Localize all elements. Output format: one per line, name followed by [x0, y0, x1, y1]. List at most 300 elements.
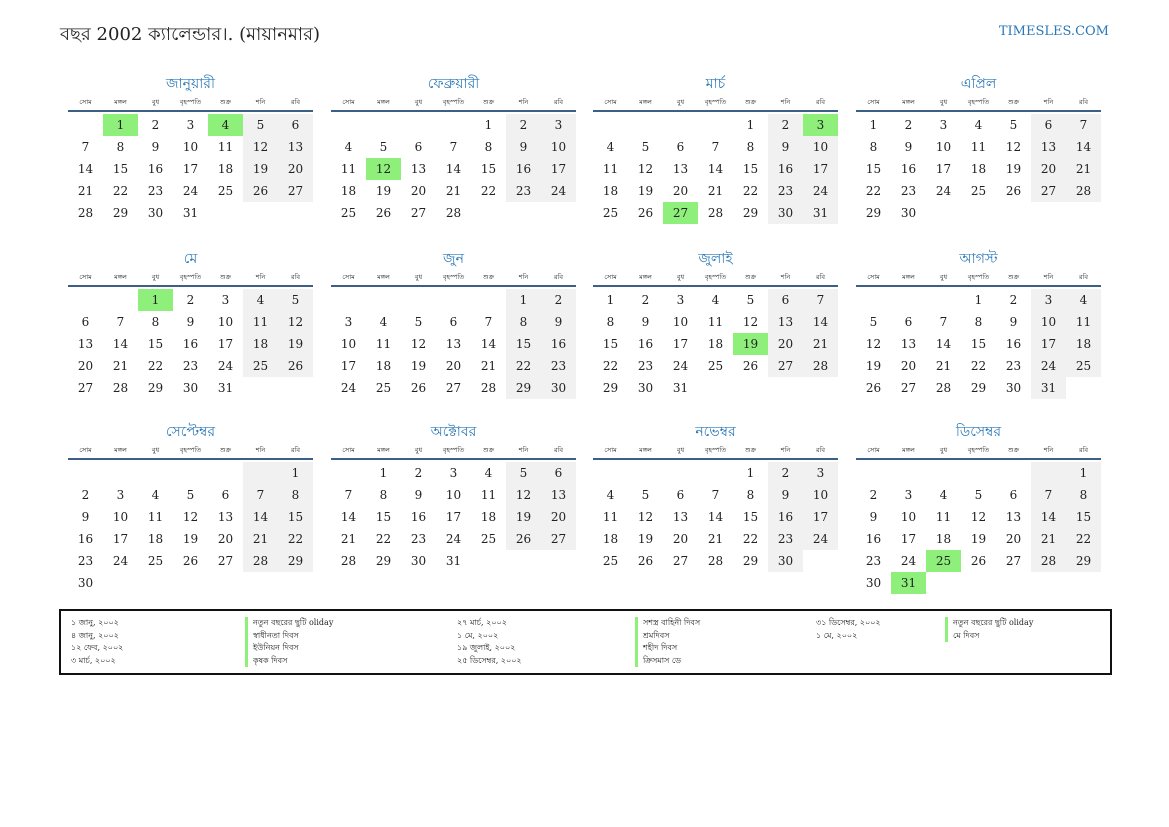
day-cell: 12	[278, 311, 313, 333]
day-cell: 27	[541, 528, 576, 550]
day-cell: 21	[243, 528, 278, 550]
weekday-header: শুক্র	[744, 273, 757, 281]
weekday-header: সোম	[79, 446, 92, 454]
day-cell: 28	[1031, 550, 1066, 572]
day-cell: 24	[803, 180, 838, 202]
day-cell: 19	[637, 184, 654, 198]
day-cell: 31	[803, 202, 838, 224]
day-cell: 11	[602, 162, 619, 176]
day-cell: 30	[768, 550, 803, 572]
day-cell: 19	[410, 359, 427, 373]
weekday-header: মঙ্গল	[114, 273, 127, 281]
day-cell: 7	[939, 315, 948, 329]
holiday-day-cell: 3	[803, 114, 838, 136]
day-cell: 14	[445, 162, 462, 176]
day-cell: 22	[742, 184, 759, 198]
day-cell: 4	[1066, 289, 1101, 311]
holiday-date: ২৭ মার্চ, ২০০২	[457, 618, 507, 627]
weekday-header: বুধ	[151, 446, 160, 454]
holiday-name: নতুন বছরের ছুটি oliday	[245, 617, 333, 630]
day-cell: 15	[375, 510, 392, 524]
day-cell: 2	[151, 118, 160, 132]
day-cell: 26	[637, 554, 654, 568]
day-cell: 1	[278, 462, 313, 484]
day-cell: 6	[414, 140, 423, 154]
header-rule	[593, 458, 838, 460]
weekday-header: রবি	[290, 98, 301, 106]
day-cell: 28	[803, 355, 838, 377]
day-cell: 15	[480, 162, 497, 176]
day-cell: 5	[506, 462, 541, 484]
holiday-name: কৃষক দিবস	[245, 655, 333, 668]
day-cell: 8	[746, 140, 755, 154]
weekday-header: শনি	[518, 98, 529, 106]
empty-day-cell	[593, 114, 628, 136]
day-cell: 23	[900, 184, 917, 198]
day-cell: 2	[541, 289, 576, 311]
day-cell: 27	[445, 381, 462, 395]
day-cell: 23	[77, 554, 94, 568]
day-cell: 17	[340, 359, 357, 373]
day-cell: 10	[803, 136, 838, 158]
day-cell: 21	[77, 184, 94, 198]
site-link[interactable]: TIMESLES.COM	[998, 24, 1109, 39]
day-cell: 7	[711, 140, 720, 154]
empty-day-cell	[436, 289, 471, 311]
day-cell: 17	[672, 337, 689, 351]
day-cell: 16	[900, 162, 917, 176]
day-cell: 25	[602, 206, 619, 220]
day-cell: 20	[278, 158, 313, 180]
weekday-header: সোম	[867, 98, 880, 106]
day-cell: 9	[641, 315, 650, 329]
empty-day-cell	[331, 114, 366, 136]
day-cell: 10	[182, 140, 199, 154]
header-rule	[68, 110, 313, 112]
day-cell: 30	[182, 381, 199, 395]
holiday-name: মে দিবস	[945, 630, 1033, 643]
month-title: জানুয়ারী	[166, 76, 215, 92]
day-cell: 28	[1066, 180, 1101, 202]
day-cell: 26	[865, 381, 882, 395]
day-cell: 7	[344, 488, 353, 502]
weekday-header: শনি	[780, 98, 791, 106]
weekday-header: শনি	[255, 446, 266, 454]
day-cell: 10	[217, 315, 234, 329]
day-cell: 26	[410, 381, 427, 395]
day-cell: 19	[1005, 162, 1022, 176]
day-cell: 4	[711, 293, 720, 307]
day-cell: 11	[935, 510, 952, 524]
day-cell: 26	[375, 206, 392, 220]
day-cell: 21	[935, 359, 952, 373]
day-cell: 30	[410, 554, 427, 568]
day-cell: 22	[970, 359, 987, 373]
day-cell: 4	[606, 140, 615, 154]
day-cell: 18	[707, 337, 724, 351]
day-cell: 31	[182, 206, 199, 220]
day-cell: 14	[707, 162, 724, 176]
day-cell: 19	[637, 532, 654, 546]
empty-day-cell	[926, 462, 961, 484]
day-cell: 15	[112, 162, 129, 176]
day-cell: 25	[340, 206, 357, 220]
day-cell: 2	[904, 118, 913, 132]
day-cell: 9	[904, 140, 913, 154]
day-cell: 8	[484, 140, 493, 154]
holiday-day-cell: 31	[891, 572, 926, 594]
day-cell: 24	[1031, 355, 1066, 377]
day-cell: 10	[900, 510, 917, 524]
weekday-header: মঙ্গল	[377, 446, 390, 454]
empty-day-cell	[103, 462, 138, 484]
day-cell: 13	[217, 510, 234, 524]
empty-day-cell	[856, 462, 891, 484]
day-cell: 8	[606, 315, 615, 329]
weekday-header: শনি	[1043, 98, 1054, 106]
weekday-header: শুক্র	[1007, 446, 1020, 454]
day-cell: 17	[935, 162, 952, 176]
day-cell: 11	[217, 140, 234, 154]
day-cell: 1	[379, 466, 388, 480]
day-cell: 24	[340, 381, 357, 395]
holiday-name: শ্রমদিবস	[635, 630, 700, 643]
day-cell: 3	[803, 462, 838, 484]
day-cell: 9	[186, 315, 195, 329]
holiday-name: নতুন বছরের ছুটি oliday	[945, 617, 1033, 630]
day-cell: 13	[768, 311, 803, 333]
day-cell: 7	[81, 140, 90, 154]
day-cell: 5	[869, 315, 878, 329]
weekday-header: রবি	[1078, 446, 1089, 454]
day-cell: 15	[865, 162, 882, 176]
day-cell: 20	[1031, 158, 1066, 180]
day-cell: 29	[147, 381, 164, 395]
weekday-header: সোম	[79, 98, 92, 106]
day-cell: 6	[676, 140, 685, 154]
weekday-header: বৃহস্পতি	[442, 273, 465, 281]
empty-day-cell	[68, 289, 103, 311]
day-cell: 29	[970, 381, 987, 395]
day-cell: 20	[77, 359, 94, 373]
empty-day-cell	[663, 114, 698, 136]
header-rule	[68, 285, 313, 287]
day-cell: 6	[676, 488, 685, 502]
weekday-header: সোম	[604, 273, 617, 281]
day-cell: 20	[217, 532, 234, 546]
day-cell: 22	[506, 355, 541, 377]
weekday-header: বুধ	[676, 273, 685, 281]
day-cell: 11	[1066, 311, 1101, 333]
holiday-list	[59, 609, 1112, 675]
weekday-header: মঙ্গল	[902, 273, 915, 281]
day-cell: 8	[116, 140, 125, 154]
header-rule	[68, 458, 313, 460]
day-cell: 24	[672, 359, 689, 373]
day-cell: 18	[602, 532, 619, 546]
day-cell: 6	[904, 315, 913, 329]
empty-day-cell	[208, 462, 243, 484]
month-calendar	[856, 421, 1101, 594]
day-cell: 4	[243, 289, 278, 311]
day-cell: 4	[974, 118, 983, 132]
day-cell: 2	[869, 488, 878, 502]
day-cell: 22	[742, 532, 759, 546]
day-cell: 27	[217, 554, 234, 568]
day-cell: 7	[243, 484, 278, 506]
day-cell: 21	[707, 184, 724, 198]
holiday-name: শহীদ দিবস	[635, 642, 700, 655]
day-cell: 1	[484, 118, 493, 132]
day-cell: 8	[974, 315, 983, 329]
weekday-header: বৃহস্পতি	[704, 446, 727, 454]
day-cell: 1	[869, 118, 878, 132]
weekday-header: শুক্র	[219, 273, 232, 281]
day-cell: 18	[970, 162, 987, 176]
day-cell: 12	[970, 510, 987, 524]
day-cell: 10	[112, 510, 129, 524]
day-cell: 14	[77, 162, 94, 176]
empty-day-cell	[68, 114, 103, 136]
day-cell: 13	[672, 510, 689, 524]
day-cell: 1	[746, 466, 755, 480]
empty-day-cell	[68, 462, 103, 484]
weekday-header: রবি	[815, 446, 826, 454]
day-cell: 28	[243, 550, 278, 572]
month-title: এপ্রিল	[960, 76, 997, 92]
day-cell: 16	[410, 510, 427, 524]
weekday-header: বৃহস্পতি	[442, 446, 465, 454]
holiday-names-col-1	[245, 617, 333, 667]
month-days-grid	[68, 95, 313, 224]
day-cell: 27	[278, 180, 313, 202]
holiday-day-cell: 1	[138, 289, 173, 311]
weekday-header: বৃহস্পতি	[179, 446, 202, 454]
day-cell: 17	[1031, 333, 1066, 355]
day-cell: 7	[449, 140, 458, 154]
day-cell: 30	[865, 576, 882, 590]
day-cell: 22	[147, 359, 164, 373]
day-cell: 16	[865, 532, 882, 546]
day-cell: 9	[869, 510, 878, 524]
month-days-grid	[331, 270, 576, 399]
day-cell: 12	[742, 315, 759, 329]
header-rule	[856, 285, 1101, 287]
day-cell: 29	[375, 554, 392, 568]
day-cell: 10	[1031, 311, 1066, 333]
day-cell: 25	[602, 554, 619, 568]
day-cell: 11	[375, 337, 392, 351]
holiday-day-cell: 27	[663, 202, 698, 224]
day-cell: 1	[506, 289, 541, 311]
day-cell: 28	[480, 381, 497, 395]
header-rule	[331, 458, 576, 460]
month-title: ডিসেম্বর	[955, 424, 1002, 440]
day-cell: 3	[676, 293, 685, 307]
weekday-header: সোম	[342, 446, 355, 454]
day-cell: 24	[112, 554, 129, 568]
day-cell: 28	[935, 381, 952, 395]
holiday-day-cell: 25	[926, 550, 961, 572]
day-cell: 21	[340, 532, 357, 546]
month-calendar	[331, 248, 576, 399]
day-cell: 29	[602, 381, 619, 395]
month-title: ফেব্রুয়ারী	[427, 76, 480, 92]
empty-day-cell	[1031, 462, 1066, 484]
day-cell: 18	[1066, 333, 1101, 355]
empty-day-cell	[593, 462, 628, 484]
weekday-header: রবি	[290, 273, 301, 281]
day-cell: 15	[742, 162, 759, 176]
month-calendar	[593, 73, 838, 224]
day-cell: 28	[707, 554, 724, 568]
day-cell: 14	[1031, 506, 1066, 528]
day-cell: 26	[506, 528, 541, 550]
day-cell: 2	[768, 114, 803, 136]
holiday-date: ১ মে, ২০০২	[457, 630, 499, 640]
day-cell: 13	[1031, 136, 1066, 158]
weekday-header: মঙ্গল	[639, 273, 652, 281]
day-cell: 30	[77, 576, 94, 590]
day-cell: 17	[900, 532, 917, 546]
day-cell: 26	[182, 554, 199, 568]
day-cell: 5	[278, 289, 313, 311]
day-cell: 25	[970, 184, 987, 198]
day-cell: 2	[414, 466, 423, 480]
weekday-header: সোম	[342, 98, 355, 106]
day-cell: 23	[865, 554, 882, 568]
empty-day-cell	[366, 114, 401, 136]
month-title: অক্টোবর	[430, 424, 477, 440]
day-cell: 7	[1031, 484, 1066, 506]
day-cell: 3	[541, 114, 576, 136]
day-cell: 25	[217, 184, 234, 198]
holiday-names-col-3	[945, 617, 1033, 642]
day-cell: 12	[243, 136, 278, 158]
holiday-date: ৩১ ডিসেম্বর, ২০০২	[816, 618, 881, 627]
weekday-header: মঙ্গল	[902, 446, 915, 454]
day-cell: 13	[1005, 510, 1022, 524]
day-cell: 27	[77, 381, 94, 395]
page-title: বছর 2002 ক্যালেন্ডার।. (মায়ানমার)	[60, 24, 321, 45]
weekday-header: বৃহস্পতি	[179, 98, 202, 106]
holiday-date: ৪ জানু, ২০০২	[71, 630, 119, 640]
day-cell: 28	[112, 381, 129, 395]
weekday-header: বুধ	[939, 446, 948, 454]
month-title: জুলাই	[698, 251, 733, 267]
weekday-header: শুক্র	[1007, 273, 1020, 281]
day-cell: 12	[506, 484, 541, 506]
day-cell: 20	[445, 359, 462, 373]
day-cell: 4	[379, 315, 388, 329]
weekday-header: সোম	[79, 273, 92, 281]
day-cell: 16	[506, 158, 541, 180]
month-days-grid	[331, 443, 576, 572]
month-days-grid	[593, 95, 838, 224]
weekday-header: বুধ	[151, 273, 160, 281]
weekday-header: সোম	[867, 446, 880, 454]
day-cell: 6	[278, 114, 313, 136]
weekday-header: শনি	[518, 446, 529, 454]
day-cell: 21	[480, 359, 497, 373]
day-cell: 3	[116, 488, 125, 502]
day-cell: 7	[116, 315, 125, 329]
day-cell: 30	[637, 381, 654, 395]
day-cell: 16	[541, 333, 576, 355]
day-cell: 23	[506, 180, 541, 202]
day-cell: 29	[742, 206, 759, 220]
weekday-header: বুধ	[676, 446, 685, 454]
day-cell: 20	[672, 532, 689, 546]
day-cell: 24	[445, 532, 462, 546]
day-cell: 21	[1031, 528, 1066, 550]
day-cell: 10	[935, 140, 952, 154]
weekday-header: মঙ্গল	[639, 98, 652, 106]
day-cell: 5	[243, 114, 278, 136]
day-cell: 26	[970, 554, 987, 568]
weekday-header: বুধ	[151, 98, 160, 106]
weekday-header: রবি	[553, 273, 564, 281]
day-cell: 11	[480, 488, 497, 502]
day-cell: 16	[1005, 337, 1022, 351]
day-cell: 20	[410, 184, 427, 198]
day-cell: 13	[541, 484, 576, 506]
day-cell: 15	[970, 337, 987, 351]
day-cell: 21	[112, 359, 129, 373]
day-cell: 20	[900, 359, 917, 373]
empty-day-cell	[331, 289, 366, 311]
day-cell: 12	[637, 162, 654, 176]
day-cell: 30	[541, 377, 576, 399]
holiday-dates-col-2	[457, 617, 522, 667]
weekday-header: সোম	[604, 446, 617, 454]
weekday-header: বুধ	[939, 98, 948, 106]
day-cell: 31	[672, 381, 689, 395]
day-cell: 15	[602, 337, 619, 351]
day-cell: 26	[637, 206, 654, 220]
day-cell: 10	[541, 136, 576, 158]
day-cell: 29	[1066, 550, 1101, 572]
day-cell: 18	[340, 184, 357, 198]
empty-day-cell	[926, 289, 961, 311]
day-cell: 14	[112, 337, 129, 351]
weekday-header: বৃহস্পতি	[442, 98, 465, 106]
holiday-date: ১২ ফেব, ২০০২	[71, 643, 124, 652]
day-cell: 12	[637, 510, 654, 524]
day-cell: 2	[506, 114, 541, 136]
day-cell: 5	[746, 293, 755, 307]
day-cell: 17	[445, 510, 462, 524]
weekday-header: শুক্র	[482, 273, 495, 281]
day-cell: 15	[147, 337, 164, 351]
empty-day-cell	[138, 462, 173, 484]
weekday-header: সোম	[604, 98, 617, 106]
day-cell: 29	[506, 377, 541, 399]
day-cell: 30	[147, 206, 164, 220]
holiday-date: ১৯ জুলাই, ২০০২	[457, 643, 516, 652]
day-cell: 2	[81, 488, 90, 502]
day-cell: 12	[1005, 140, 1022, 154]
day-cell: 31	[217, 381, 234, 395]
weekday-header: বৃহস্পতি	[704, 273, 727, 281]
weekday-header: বুধ	[414, 446, 423, 454]
month-calendar	[331, 421, 576, 572]
day-cell: 3	[449, 466, 458, 480]
month-title: সেপ্টেম্বর	[165, 424, 216, 440]
day-cell: 8	[151, 315, 160, 329]
day-cell: 26	[243, 180, 278, 202]
empty-day-cell	[663, 462, 698, 484]
